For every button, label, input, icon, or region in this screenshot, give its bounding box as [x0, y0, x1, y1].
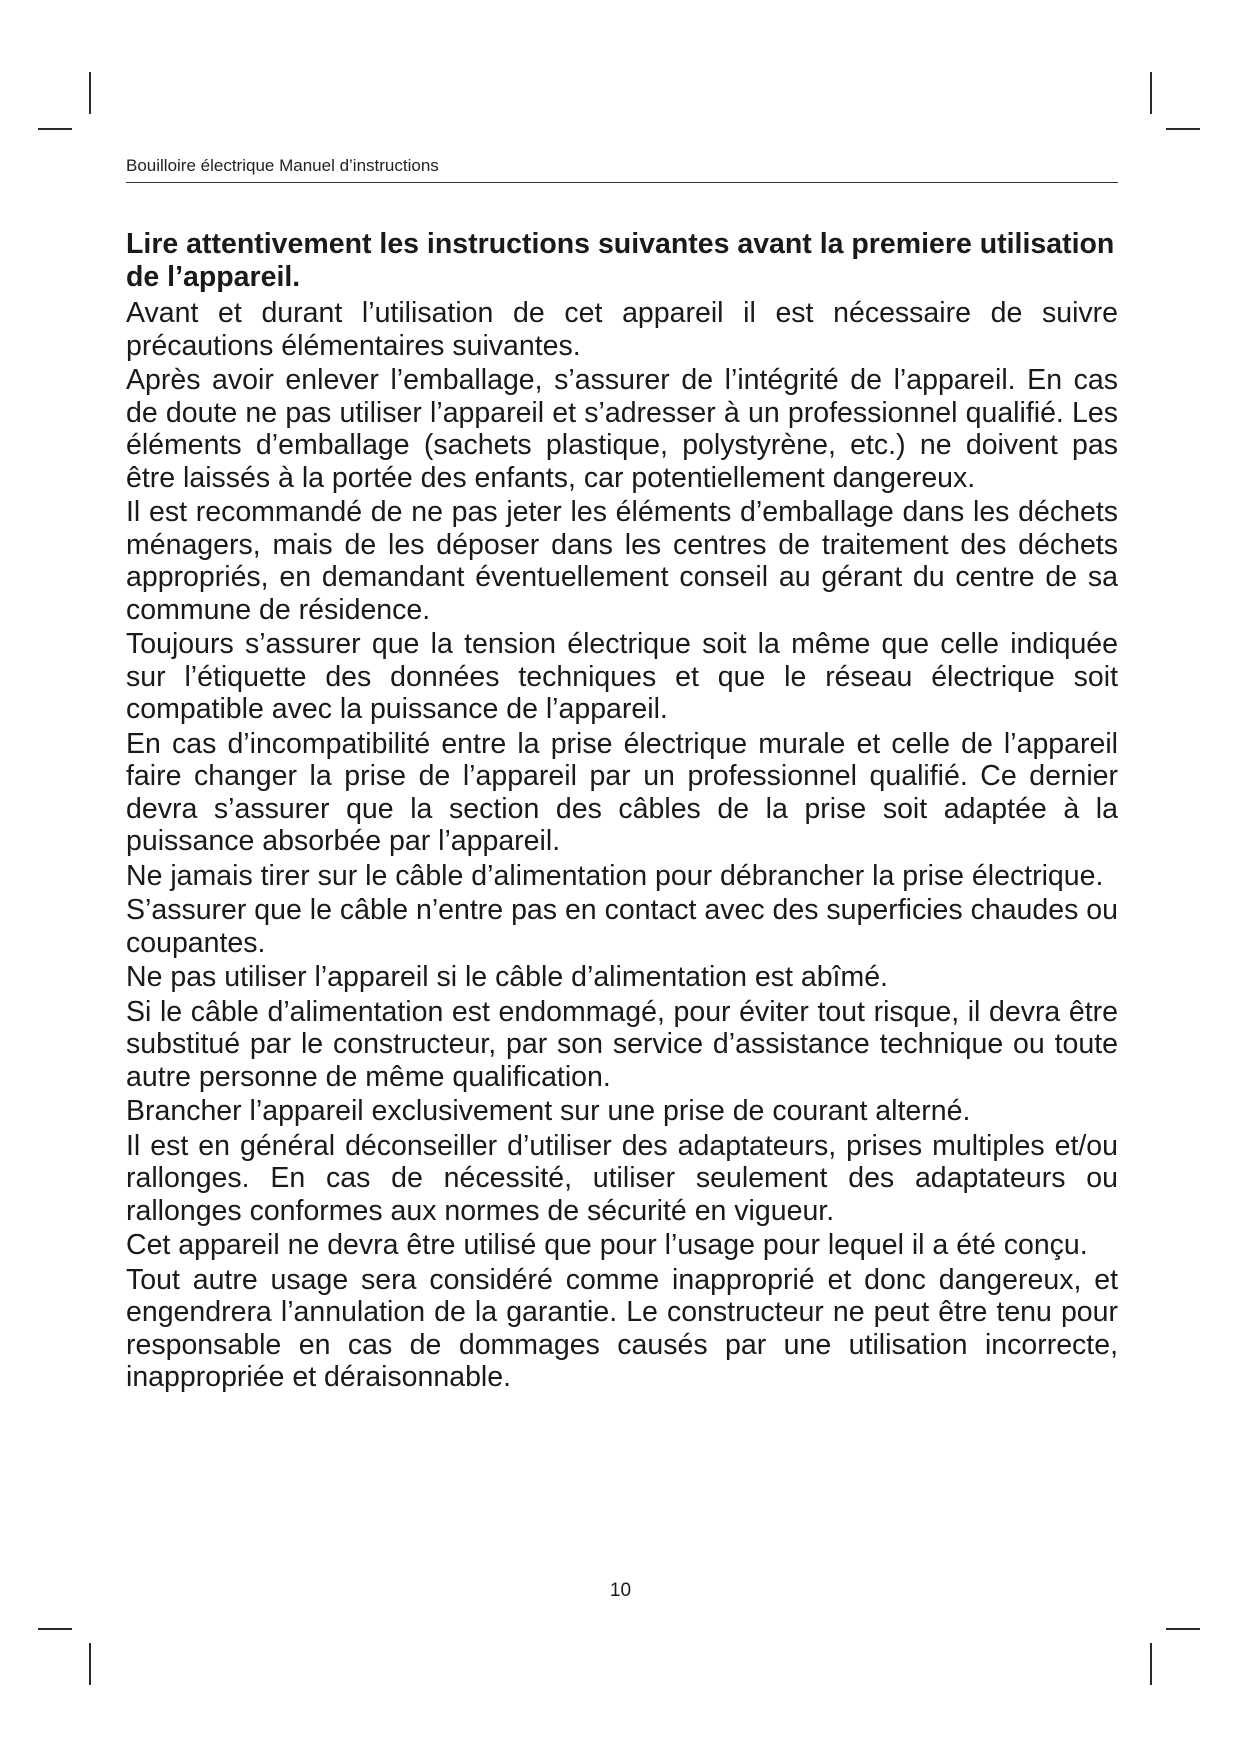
running-header: [126, 156, 1118, 183]
paragraph-5: En cas d’incompatibilité entre la prise électrique murale et celle de l’appareil faire changer la prise de l’appareil par un professionnel qualifié. Ce dernier devra s’assurer que la section des câbles de la prise soit adaptée à la puissance absorbée par l’appareil.: [126, 727, 1118, 857]
paragraph-7: S’assurer que le câble n’entre pas en contact avec des superficies chaudes ou coupantes.: [126, 894, 1118, 959]
section-heading: Lire attentivement les instructions suivantes avant la premiere utilisation de l’appareil.: [126, 228, 1115, 293]
paragraph-13: Tout autre usage sera considéré comme inapproprié et donc dangereux, et engendrera l’annulation de la garantie. Le constructeur ne peut être tenu pour responsable en cas de dommages causés par une utilisation incorrecte, inappropriée et déraisonnable.: [126, 1263, 1118, 1393]
paragraph-9: Si le câble d’alimentation est endommagé, pour éviter tout risque, il devra être substitué par le constructeur, par son service d’assistance technique ou toute autre personne de même qualification.: [126, 995, 1118, 1093]
crop-mark-top-left-horizontal: [38, 128, 72, 130]
paragraph-6: Ne jamais tirer sur le câble d’alimentation pour débrancher la prise électrique.: [126, 859, 1104, 892]
paragraph-12: Cet appareil ne devra être utilisé que pour l’usage pour lequel il a été conçu.: [126, 1229, 1088, 1261]
crop-mark-top-right-horizontal: [1166, 128, 1200, 130]
page-number: 10: [609, 1580, 632, 1601]
paragraph-10: Brancher l’appareil exclusivement sur une prise de courant alterné.: [126, 1095, 971, 1127]
crop-mark-bottom-right-horizontal: [1166, 1628, 1200, 1630]
paragraph-4: Toujours s’assurer que la tension électrique soit la même que celle indiquée sur l’étiquette des données techniques et que le réseau électrique soit compatible avec la puissance de l’appareil.: [126, 628, 1118, 725]
header-title: Bouilloire électrique Manuel d’instructions: [126, 156, 439, 175]
page-content: [126, 228, 1118, 1396]
paragraph-8: Ne pas utiliser l’appareil si le câble d’alimentation est abîmé.: [126, 961, 888, 993]
crop-mark-top-left-vertical: [89, 72, 91, 114]
paragraph-1: Avant et durant l’utilisation de cet appareil il est nécessaire de suivre précautions élémentaires suivantes.: [126, 297, 1118, 362]
crop-mark-bottom-left-vertical: [89, 1643, 91, 1685]
paragraph-11: Il est en général déconseiller d’utiliser des adaptateurs, prises multiples et/ou rallonges. En cas de nécessité, utiliser seulement des adaptateurs ou rallonges conformes aux normes de sécurité en vigueur.: [126, 1129, 1118, 1227]
crop-mark-top-right-vertical: [1150, 72, 1152, 114]
crop-mark-bottom-left-horizontal: [38, 1628, 72, 1630]
paragraph-2: Après avoir enlever l’emballage, s’assurer de l’intégrité de l’appareil. En cas de doute ne pas utiliser l’appareil et s’adresser à un professionnel qualifié. Les éléments d’emballage (sachets plastique, polystyrène, etc.) ne doivent pas être laissés à la portée des enfants, car potentiellement dangereux.: [126, 364, 1118, 494]
crop-mark-bottom-right-vertical: [1150, 1643, 1152, 1685]
paragraph-3: Il est recommandé de ne pas jeter les éléments d’emballage dans les déchets ménagers, mais de les déposer dans les centres de traitement des déchets appropriés, en demandant éventuellement conseil au gérant du centre de sa commune de résidence.: [126, 496, 1118, 626]
